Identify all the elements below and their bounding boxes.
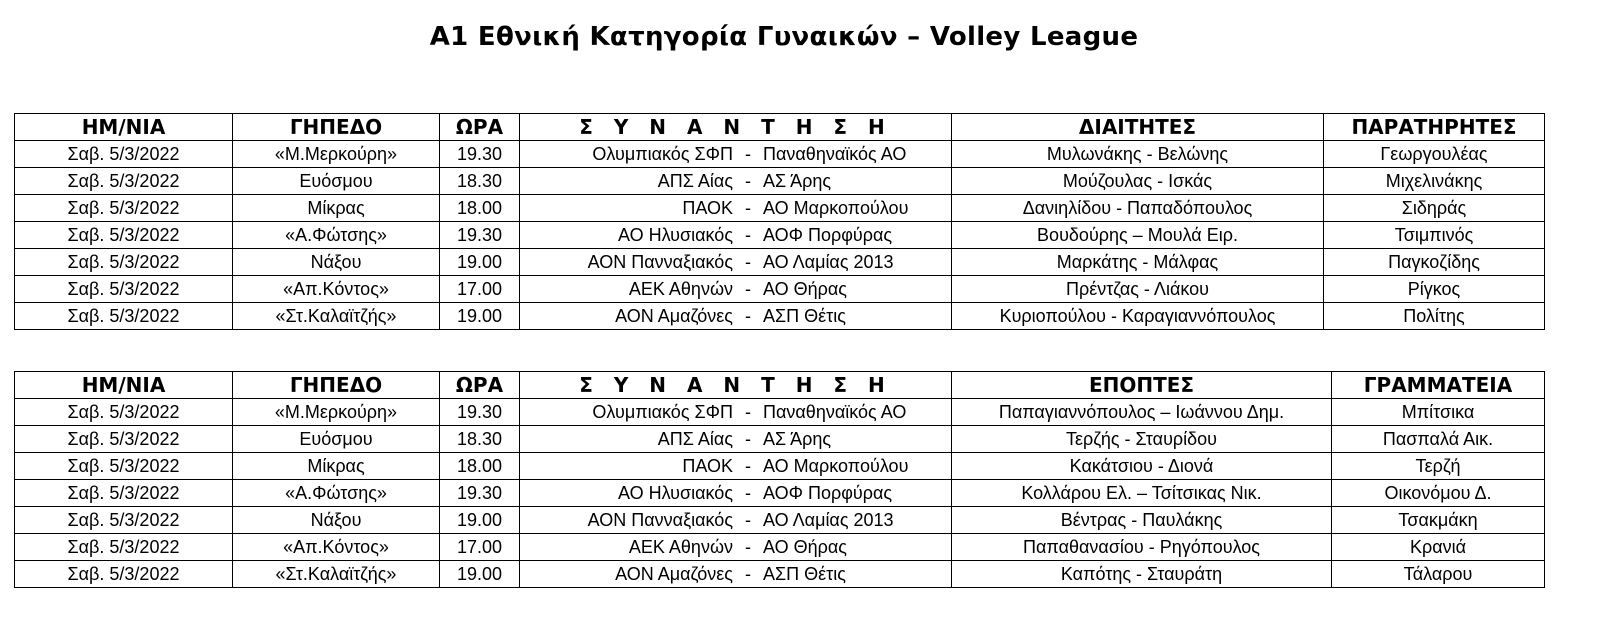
cell-time: 18.00 (440, 195, 520, 222)
cell-venue: Νάξου (233, 507, 440, 534)
cell-supervisors: Βέντρας - Παυλάκης (952, 507, 1332, 534)
team-home: ΑΟΝ Αμαζόνες (615, 564, 733, 584)
cell-venue: Μίκρας (233, 453, 440, 480)
cell-referees: Κυριοπούλου - Καραγιαννόπουλος (952, 303, 1324, 330)
cell-match (520, 426, 952, 453)
cell-time: 17.00 (440, 276, 520, 303)
cell-match (520, 453, 952, 480)
cell-referees: Βουδούρης – Μουλά Ειρ. (952, 222, 1324, 249)
referees-table (14, 113, 1545, 330)
cell-time: 19.00 (440, 303, 520, 330)
cell-secretariat: Κρανιά (1332, 534, 1545, 561)
cell-venue: «Α.Φώτσης» (233, 480, 440, 507)
table-row (15, 453, 1545, 480)
header-secretariat: ΓΡΑΜΜΑΤΕΙΑ (1332, 372, 1545, 399)
match-separator: - (745, 429, 751, 449)
team-away: ΑΟ Λαμίας 2013 (763, 510, 894, 530)
cell-date: Σαβ. 5/3/2022 (15, 507, 233, 534)
match-separator: - (745, 198, 751, 218)
cell-venue: «Απ.Κόντος» (233, 276, 440, 303)
table-row (15, 222, 1545, 249)
team-away: ΑΟΦ Πορφύρας (763, 483, 893, 503)
cell-venue: Ευόσμου (233, 426, 440, 453)
team-away: ΑΟ Μαρκοπούλου (763, 456, 909, 476)
cell-secretariat: Οικονόμου Δ. (1332, 480, 1545, 507)
cell-observer: Ρίγκος (1324, 276, 1545, 303)
match-separator: - (745, 402, 751, 422)
cell-supervisors: Παπαθανασίου - Ρηγόπουλος (952, 534, 1332, 561)
cell-match (520, 507, 952, 534)
cell-secretariat: Τάλαρου (1332, 561, 1545, 588)
team-home: ΑΟΝ Πανναξιακός (587, 252, 733, 272)
match-separator: - (745, 306, 751, 326)
table-row (15, 507, 1545, 534)
cell-supervisors: Παπαγιαννόπουλος – Ιωάννου Δημ. (952, 399, 1332, 426)
team-home: ΑΕΚ Αθηνών (628, 279, 733, 299)
cell-date: Σαβ. 5/3/2022 (15, 141, 233, 168)
match-separator: - (745, 225, 751, 245)
cell-match (520, 480, 952, 507)
team-home: ΑΟΝ Αμαζόνες (615, 306, 733, 326)
cell-date: Σαβ. 5/3/2022 (15, 168, 233, 195)
team-away: ΑΟ Θήρας (763, 279, 847, 299)
cell-venue: «Α.Φώτσης» (233, 222, 440, 249)
cell-secretariat: Τερζή (1332, 453, 1545, 480)
cell-match (520, 222, 952, 249)
header-observers: ΠΑΡΑΤΗΡΗΤΕΣ (1324, 114, 1545, 141)
team-away: ΑΟΦ Πορφύρας (763, 225, 893, 245)
match-separator: - (745, 279, 751, 299)
cell-time: 19.00 (440, 507, 520, 534)
cell-date: Σαβ. 5/3/2022 (15, 453, 233, 480)
cell-match (520, 534, 952, 561)
cell-referees: Μούζουλας - Ισκάς (952, 168, 1324, 195)
team-away: ΑΣ Άρης (763, 429, 832, 449)
cell-date: Σαβ. 5/3/2022 (15, 303, 233, 330)
cell-date: Σαβ. 5/3/2022 (15, 195, 233, 222)
header-time: ΩΡΑ (440, 372, 520, 399)
team-away: ΑΟ Θήρας (763, 537, 847, 557)
cell-venue: Μίκρας (233, 195, 440, 222)
table-row (15, 561, 1545, 588)
cell-referees: Μαρκάτης - Μάλφας (952, 249, 1324, 276)
header-match: Σ Υ Ν Α Ν Τ Η Σ Η (520, 372, 952, 399)
team-away: ΑΟ Λαμίας 2013 (763, 252, 894, 272)
team-home: ΠΑΟΚ (682, 198, 733, 218)
team-away: ΑΟ Μαρκοπούλου (763, 198, 909, 218)
cell-referees: Μυλωνάκης - Βελώνης (952, 141, 1324, 168)
header-venue: ΓΗΠΕΔΟ (233, 372, 440, 399)
match-separator: - (745, 456, 751, 476)
match-separator: - (745, 252, 751, 272)
cell-supervisors: Τερζής - Σταυρίδου (952, 426, 1332, 453)
cell-venue: «Μ.Μερκούρη» (233, 399, 440, 426)
match-separator: - (745, 537, 751, 557)
team-home: ΑΠΣ Αίας (657, 171, 733, 191)
cell-observer: Γεωργουλέας (1324, 141, 1545, 168)
cell-match (520, 561, 952, 588)
cell-time: 18.30 (440, 168, 520, 195)
table-row (15, 480, 1545, 507)
cell-time: 18.30 (440, 426, 520, 453)
cell-time: 19.30 (440, 141, 520, 168)
team-away: Παναθηναϊκός ΑΟ (763, 144, 907, 164)
cell-supervisors: Κολλάρου Ελ. – Τσίτσικας Νικ. (952, 480, 1332, 507)
cell-match (520, 303, 952, 330)
team-home: ΑΕΚ Αθηνών (628, 537, 733, 557)
cell-date: Σαβ. 5/3/2022 (15, 222, 233, 249)
table-row (15, 141, 1545, 168)
cell-match (520, 399, 952, 426)
cell-referees: Δανιηλίδου - Παπαδόπουλος (952, 195, 1324, 222)
match-separator: - (745, 483, 751, 503)
cell-time: 19.00 (440, 561, 520, 588)
team-away: ΑΣ Άρης (763, 171, 832, 191)
cell-observer: Σιδηράς (1324, 195, 1545, 222)
table-row (15, 426, 1545, 453)
cell-date: Σαβ. 5/3/2022 (15, 249, 233, 276)
cell-venue: «Απ.Κόντος» (233, 534, 440, 561)
header-venue: ΓΗΠΕΔΟ (233, 114, 440, 141)
team-away: ΑΣΠ Θέτις (763, 564, 846, 584)
header-date: ΗΜ/ΝΙΑ (15, 372, 233, 399)
cell-supervisors: Κακάτσιου - Διονά (952, 453, 1332, 480)
cell-match (520, 195, 952, 222)
cell-venue: «Στ.Καλαϊτζής» (233, 561, 440, 588)
table-row (15, 303, 1545, 330)
cell-match (520, 249, 952, 276)
cell-date: Σαβ. 5/3/2022 (15, 480, 233, 507)
header-date: ΗΜ/ΝΙΑ (15, 114, 233, 141)
cell-venue: «Μ.Μερκούρη» (233, 141, 440, 168)
cell-time: 19.30 (440, 222, 520, 249)
cell-date: Σαβ. 5/3/2022 (15, 561, 233, 588)
team-away: Παναθηναϊκός ΑΟ (763, 402, 907, 422)
team-home: ΑΟ Ηλυσιακός (617, 483, 733, 503)
team-away: ΑΣΠ Θέτις (763, 306, 846, 326)
cell-time: 17.00 (440, 534, 520, 561)
team-home: ΠΑΟΚ (682, 456, 733, 476)
cell-date: Σαβ. 5/3/2022 (15, 426, 233, 453)
supervisors-table (14, 371, 1545, 588)
cell-venue: «Στ.Καλαϊτζής» (233, 303, 440, 330)
cell-secretariat: Τσακμάκη (1332, 507, 1545, 534)
team-home: ΑΟΝ Πανναξιακός (587, 510, 733, 530)
cell-venue: Ευόσμου (233, 168, 440, 195)
cell-time: 18.00 (440, 453, 520, 480)
cell-time: 19.30 (440, 399, 520, 426)
cell-venue: Νάξου (233, 249, 440, 276)
table-header-row (15, 114, 1545, 141)
cell-observer: Τσιμπινός (1324, 222, 1545, 249)
cell-date: Σαβ. 5/3/2022 (15, 276, 233, 303)
cell-observer: Παγκοζίδης (1324, 249, 1545, 276)
cell-secretariat: Μπίτσικα (1332, 399, 1545, 426)
cell-time: 19.30 (440, 480, 520, 507)
cell-observer: Μιχελινάκης (1324, 168, 1545, 195)
table-row (15, 399, 1545, 426)
cell-time: 19.00 (440, 249, 520, 276)
match-separator: - (745, 510, 751, 530)
header-referees: ΔΙΑΙΤΗΤΕΣ (952, 114, 1324, 141)
header-time: ΩΡΑ (440, 114, 520, 141)
table-header-row (15, 372, 1545, 399)
page-title: Α1 Εθνική Κατηγορία Γυναικών – Volley League (429, 22, 1139, 52)
cell-date: Σαβ. 5/3/2022 (15, 534, 233, 561)
cell-match (520, 276, 952, 303)
cell-secretariat: Πασπαλά Αικ. (1332, 426, 1545, 453)
table-row (15, 249, 1545, 276)
team-home: ΑΠΣ Αίας (657, 429, 733, 449)
table-row (15, 168, 1545, 195)
cell-match (520, 168, 952, 195)
table-row (15, 276, 1545, 303)
header-match: Σ Υ Ν Α Ν Τ Η Σ Η (520, 114, 952, 141)
table-row (15, 534, 1545, 561)
match-separator: - (745, 564, 751, 584)
cell-observer: Πολίτης (1324, 303, 1545, 330)
cell-match (520, 141, 952, 168)
header-supervisors: ΕΠΟΠΤΕΣ (952, 372, 1332, 399)
match-separator: - (745, 144, 751, 164)
team-home: ΑΟ Ηλυσιακός (617, 225, 733, 245)
cell-referees: Πρέντζας - Λιάκου (952, 276, 1324, 303)
cell-supervisors: Καπότης - Σταυράτη (952, 561, 1332, 588)
match-separator: - (745, 171, 751, 191)
team-home: Ολυμπιακός ΣΦΠ (592, 144, 733, 164)
cell-date: Σαβ. 5/3/2022 (15, 399, 233, 426)
team-home: Ολυμπιακός ΣΦΠ (592, 402, 733, 422)
table-row (15, 195, 1545, 222)
